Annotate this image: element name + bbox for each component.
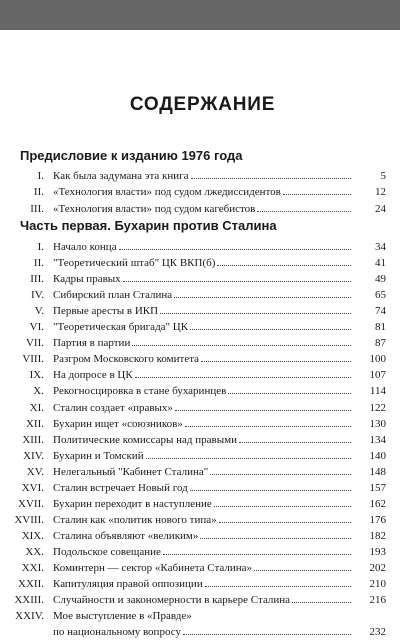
dot-leader [190,320,351,330]
toc-entry [15,184,390,200]
entry-page-number: 49 [375,273,386,286]
entry-title: Нелегальный "Кабинет Сталина" [53,465,209,478]
entry-page-number: 12 [375,186,386,199]
entry-number: II. [33,186,44,199]
top-scan-bar [0,0,400,30]
toc-entry [15,239,390,255]
dot-leader [239,433,351,443]
entry-number: XVIII. [14,513,44,526]
entry-title-continuation: по национальному вопросу [53,626,181,639]
toc-entry [15,335,390,351]
toc-entry [15,496,390,512]
entry-title: "Теоретический штаб" ЦК ВКП(б) [53,257,216,270]
entry-title: Бухарин ищет «союзников» [53,417,183,430]
toc-entry [15,480,390,496]
entry-number: II. [33,257,44,270]
entry-page-number: 162 [369,497,386,510]
page-title: СОДЕРЖАНИЕ [129,94,276,115]
toc-entry [15,201,390,217]
entry-page-number: 140 [369,449,386,462]
dot-leader [132,336,351,346]
entry-number: XX. [25,545,44,558]
entry-number: V. [34,305,44,318]
entry-number: XIV. [23,449,44,462]
dot-leader [183,625,351,635]
dot-leader [201,352,351,362]
entry-page-number: 176 [369,513,386,526]
preface-heading: Предисловие к изданию 1976 года [20,148,243,163]
entry-page-number: 232 [369,626,386,639]
entry-title: "Теоретическая бригада" ЦК [53,321,189,334]
entry-page-number: 148 [369,465,386,478]
entry-page-number: 24 [375,202,386,215]
entry-number: XXIV. [15,610,44,623]
dot-leader [228,384,351,394]
entry-title: Рекогносцировка в стане бухаринцев [53,385,227,398]
toc-page [14,30,390,639]
toc-entry [15,303,390,319]
dot-leader [219,513,351,523]
toc-entry [15,432,390,448]
entry-title: Подольское совещание [53,545,161,558]
toc-entry [15,608,390,639]
entry-page-number: 114 [369,385,386,398]
entry-page-number: 182 [369,529,386,542]
entry-title: Политические комиссары над правыми [53,433,237,446]
toc-entry [15,544,390,560]
entry-page-number: 157 [369,481,386,494]
entry-number: X. [33,385,44,398]
dot-leader [119,240,351,250]
toc-entry [15,528,390,544]
entry-page-number: 202 [369,562,386,574]
dot-leader [174,288,351,298]
entry-number: XVII. [18,497,44,510]
entry-page-number: 100 [369,353,386,366]
entry-title: Партия в партии [53,337,131,350]
entry-page-number: 34 [375,241,386,253]
entry-page-number: 134 [369,433,386,446]
entry-page-number: 87 [375,337,386,350]
dot-leader [205,577,351,587]
toc-entry [15,271,390,287]
entry-title: Сибирский план Сталина [53,289,173,302]
entry-page-number: 193 [369,545,386,558]
toc-entry [15,448,390,464]
entry-page-number: 216 [369,594,386,607]
entry-title: Разгром Московского комитета [53,353,200,366]
entry-title: На допросе в ЦК [53,369,133,382]
entry-title: Сталин встречает Новый год [53,481,188,494]
dot-leader [175,401,351,411]
entry-number: XVI. [21,481,44,494]
dot-leader [123,272,351,282]
dot-leader [135,368,351,378]
entry-number: VIII. [22,353,44,366]
dot-leader [292,593,351,603]
entry-title: Случайности и закономерности в карьере Сталина [53,594,291,607]
toc-entry [15,464,390,480]
toc-entry [15,592,390,608]
toc-entry [15,400,390,416]
dot-leader [191,169,351,179]
entry-title: Начало конца [53,241,117,253]
dot-leader [257,202,351,212]
entry-title: Сталина объявляют «великим» [53,529,199,542]
dot-leader [283,185,351,195]
toc-entry [15,367,390,383]
toc-entry [15,560,390,576]
entry-number: III. [30,202,44,215]
toc-entry [15,168,390,184]
entry-title: Первые аресты в ИКП [53,305,159,318]
dot-leader [214,497,351,507]
entry-title: Мое выступление в «Правде» [53,610,192,623]
part-one-heading: Часть первая. Бухарин против Сталина [20,218,277,233]
entry-page-number: 130 [369,417,386,430]
dot-leader [210,465,351,475]
toc-entry [15,255,390,271]
entry-title: Бухарин и Томский [53,449,144,462]
entry-page-number: 74 [375,305,386,318]
entry-title: Как была задумана эта книга [53,170,189,182]
entry-page-number: 41 [375,257,386,270]
entry-title: Кадры правых [53,273,121,286]
entry-page-number: 65 [375,289,386,302]
entry-page-number: 81 [375,321,386,334]
toc-entry [15,416,390,432]
toc-entry [15,576,390,592]
dot-leader [190,481,351,491]
entry-page-number: 5 [380,170,386,182]
entry-number: I. [37,241,44,253]
entry-title: Бухарин переходит в наступление [53,497,212,510]
entry-number: XIII. [22,433,44,446]
entry-title: «Технология власти» под судом кагебистов [53,202,256,215]
entry-page-number: 107 [369,369,386,382]
entry-title: «Технология власти» под судом лжедиссидентов [53,186,281,199]
entry-number: IX. [29,369,44,382]
entry-title: Коминтерн — сектор «Кабинета Сталина» [53,562,253,574]
dot-leader [217,256,351,266]
entry-number: I. [37,170,44,182]
dot-leader [254,561,351,571]
entry-title: Сталин создает «правых» [53,401,173,414]
dot-leader [163,545,351,555]
entry-number: XII. [25,417,44,430]
entry-number: XXI. [21,562,44,574]
toc-entry [15,319,390,335]
toc-entry [15,287,390,303]
entry-number: VII. [25,337,44,350]
dot-leader [185,417,351,427]
toc-entry [15,351,390,367]
dot-leader [146,449,351,459]
entry-page-number: 210 [369,578,386,591]
entry-number: IV. [31,289,44,302]
entry-number: XXIII. [14,594,44,607]
entry-title: Капитуляция правой оппозиции [53,578,203,591]
dot-leader [160,304,351,314]
entry-number: XXII. [18,578,44,591]
entry-title: Сталин как «политик нового типа» [53,513,217,526]
toc-entry [15,512,390,528]
entry-number: XI. [29,401,44,414]
entry-page-number: 122 [369,401,386,414]
entry-number: III. [30,273,44,286]
toc-entry [15,383,390,399]
dot-leader [200,529,351,539]
entry-number: XIX. [21,529,44,542]
entry-number: VI. [29,321,44,334]
entry-number: XV. [26,465,44,478]
